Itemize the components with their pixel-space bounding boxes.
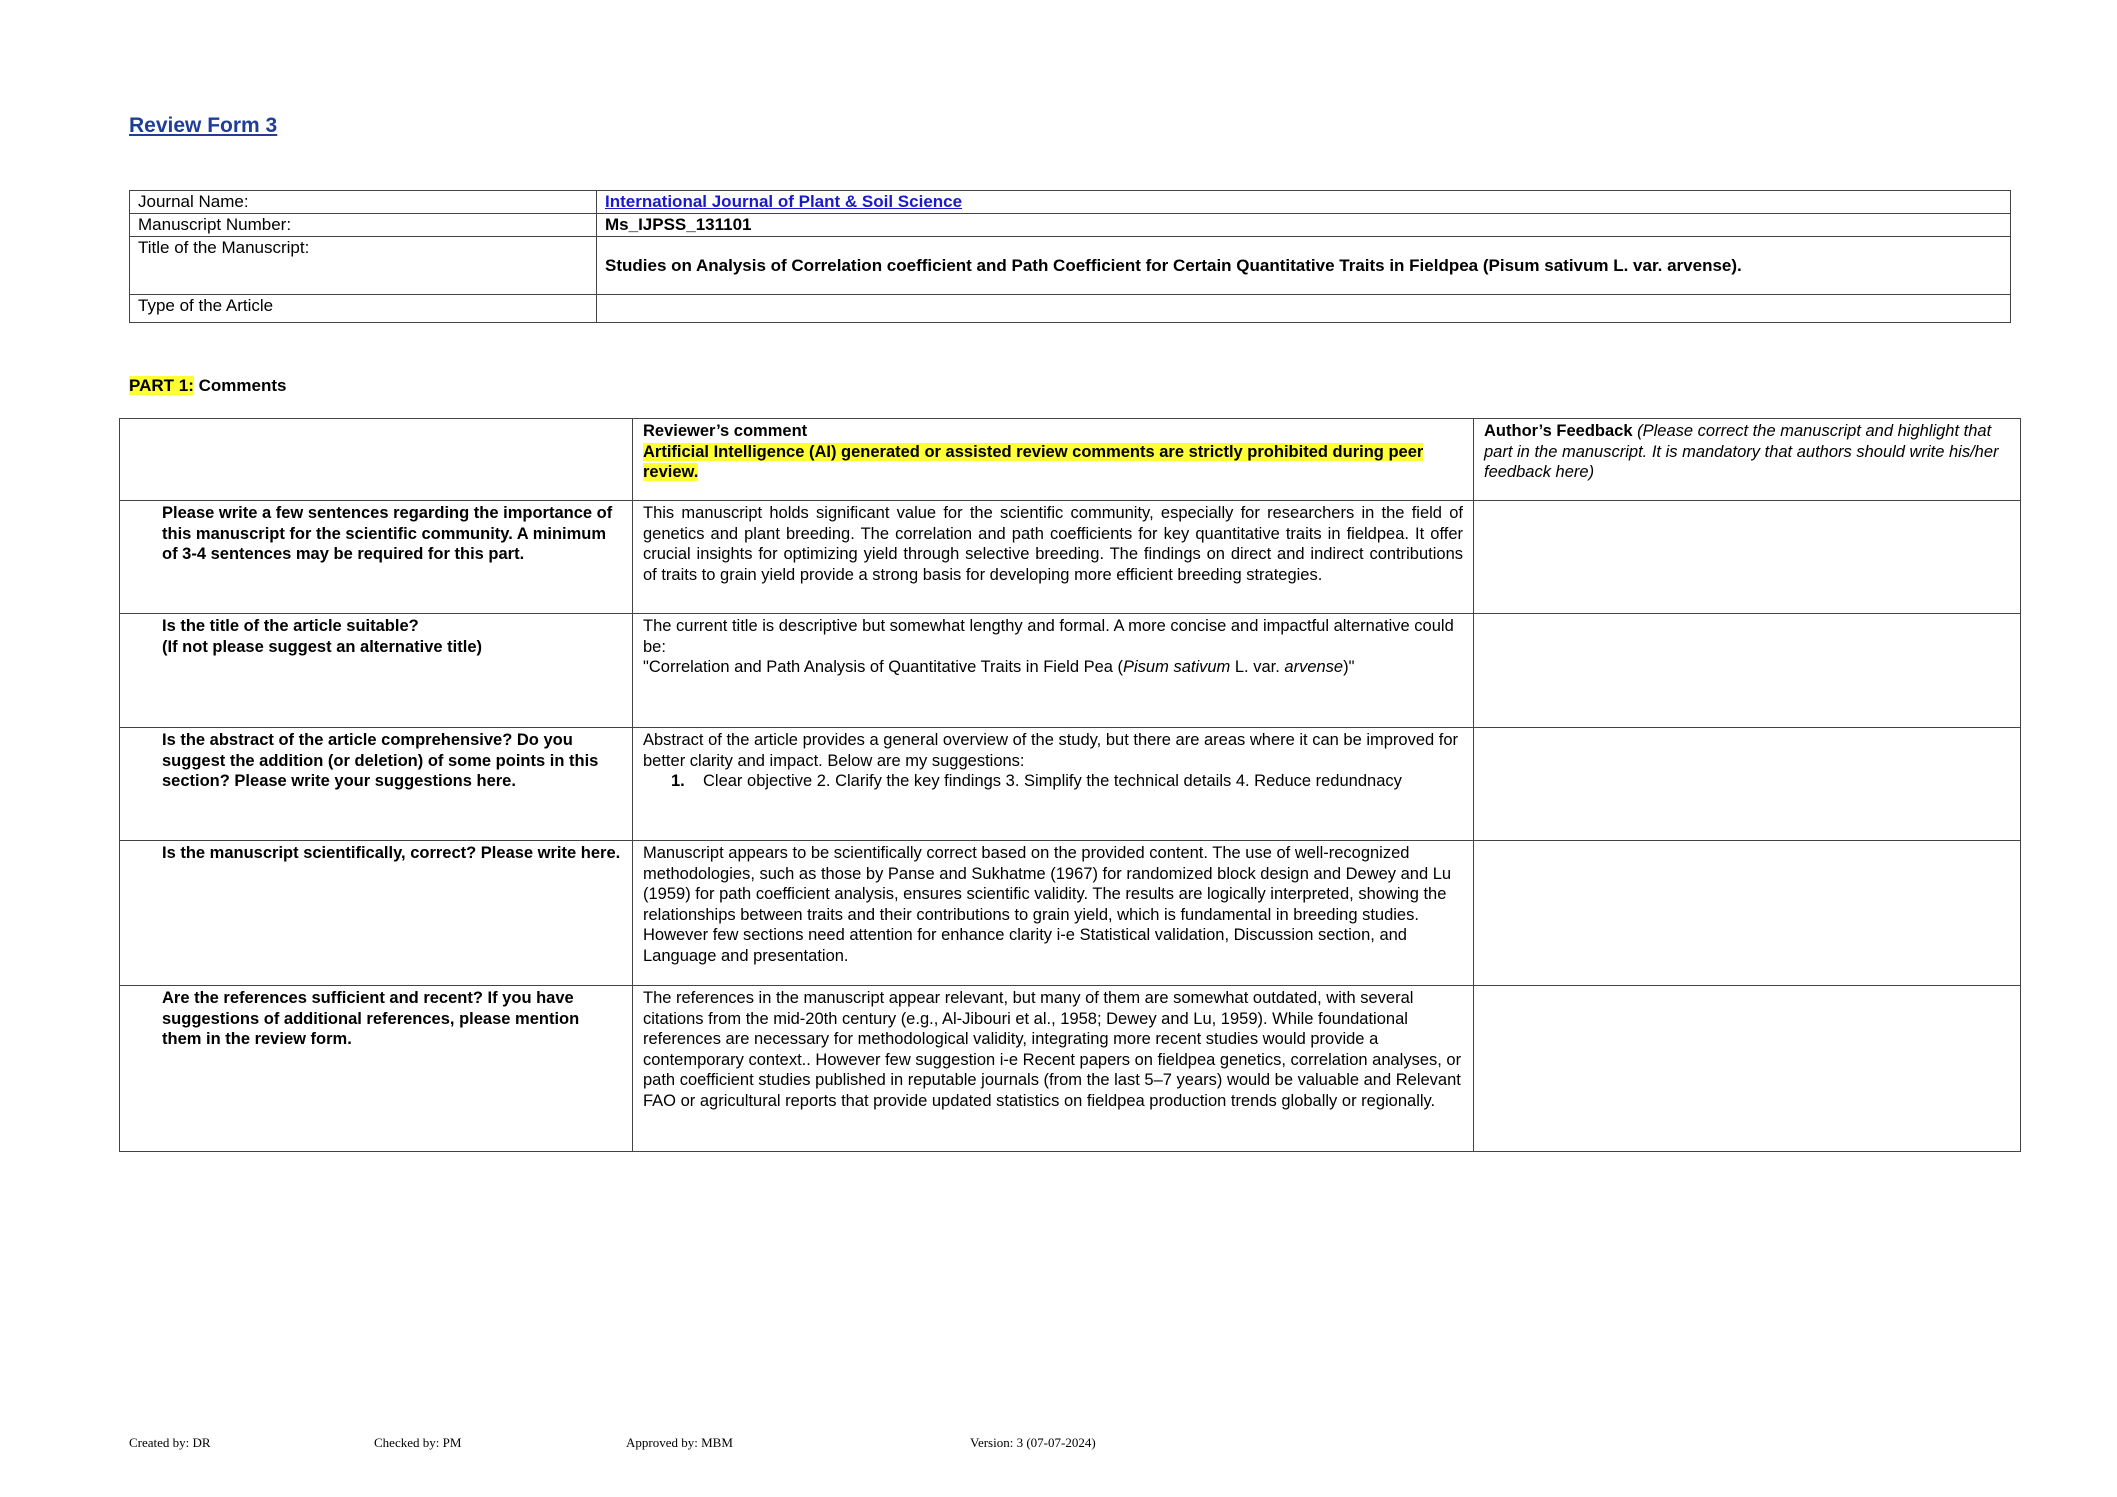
alternative-title: "Correlation and Path Analysis of Quantitative Traits in Field Pea (Pisum sativum L. var. arvense)" — [643, 658, 1355, 676]
feedback-cell[interactable] — [1474, 986, 2021, 1152]
manuscript-number: Ms_IJPSS_131101 — [597, 214, 2011, 237]
ai-warning: Artificial Intelligence (AI) generated or assisted review comments are strictly prohibited during peer review. — [643, 442, 1424, 481]
manuscript-row — [130, 214, 2011, 237]
comment-cell: This manuscript holds significant value for the scientific community, especially for researchers in the field of genetics and plant breeding. The correlation and path coefficients for key quantitative traits in fieldpea. It offer crucial insights for optimizing yield through selective breeding. The findings on direct and indirect contributions of traits to grain yield provide a strong basis for developing more efficient breeding strategies. — [633, 501, 1474, 614]
question-line: Is the title of the article suitable? — [162, 617, 419, 635]
comment-cell: The references in the manuscript appear relevant, but many of them are somewhat outdated, with several citations from the mid-20th century (e.g., Al-Jibouri et al., 1958; Dewey and Lu, 1959). While foundational references are necessary for methodological validity, integrating more recent studies would provide a contemporary context.. However few suggestion i-e Recent papers on fieldpea genetics, correlation analyses, or path coefficient studies published in reputable journals (from the last 5–7 years) would be valuable and Relevant FAO or agricultural reports that provide updated statistics on fieldpea production trends globally or regionally. — [633, 986, 1474, 1152]
list-item — [671, 771, 1463, 792]
journal-row — [130, 191, 2011, 214]
reviewer-header-cell — [633, 419, 1474, 501]
question-cell — [120, 614, 633, 728]
table-row — [120, 986, 2021, 1152]
part1-title: Comments — [198, 376, 287, 395]
type-label: Type of the Article — [130, 295, 597, 323]
type-row — [130, 295, 2011, 323]
footer-created: Created by: DR — [129, 1435, 211, 1450]
list-text: Clear objective 2. Clarify the key findings 3. Simplify the technical details 4. Reduce redundnacy — [703, 772, 1402, 790]
manuscript-title — [597, 237, 2011, 295]
journal-link[interactable]: International Journal of Plant & Soil Science — [605, 192, 963, 211]
footer-approved: Approved by: MBM — [626, 1435, 733, 1450]
feedback-cell[interactable] — [1474, 614, 2021, 728]
feedback-cell[interactable] — [1474, 728, 2021, 841]
comment-cell — [633, 728, 1474, 841]
part1-heading — [129, 376, 286, 396]
question-cell: Are the references sufficient and recent? If you have suggestions of additional references, please mention them in the review form. — [120, 986, 633, 1152]
footer-version: Version: 3 (07-07-2024) — [970, 1435, 1096, 1450]
question-header-cell — [120, 419, 633, 501]
author-header-note: (Please correct the manuscript and highlight that part in the manuscript. It is mandatory that authors should write his/her feedback here) — [1484, 422, 1999, 481]
comment-cell: Manuscript appears to be scientifically correct based on the provided content. The use of well-recognized methodologies, such as those by Panse and Sukhatme (1967) for randomized block design and Dewey and Lu (1959) for path coefficient analysis, ensures scientific validity. The results are logically interpreted, showing the relationships between traits and their contributions to grain yield, which is fundamental in breeding studies. However few sections need attention for enhance clarity i-e Statistical validation, Discussion section, and Language and presentation. — [633, 841, 1474, 986]
feedback-cell[interactable] — [1474, 501, 2021, 614]
question-cell: Please write a few sentences regarding the importance of this manuscript for the scientific community. A minimum of 3-4 sentences may be required for this part. — [120, 501, 633, 614]
manuscript-label: Manuscript Number: — [130, 214, 597, 237]
comment-intro: The current title is descriptive but somewhat lengthy and formal. A more concise and impactful alternative could be: — [643, 617, 1454, 656]
comment-intro: Abstract of the article provides a general overview of the study, but there are areas where it can be improved for better clarity and impact. Below are my suggestions: — [643, 731, 1459, 770]
table-row — [120, 614, 2021, 728]
list-number: 1. — [671, 772, 685, 790]
reviewer-header: Reviewer’s comment — [643, 422, 808, 440]
feedback-cell[interactable] — [1474, 841, 2021, 986]
manuscript-title-text: Studies on Analysis of Correlation coefficient and Path Coefficient for Certain Quantitative Traits in Fieldpea (Pisum sativum L. var. arvense). — [605, 255, 1742, 275]
table-row — [120, 728, 2021, 841]
comment-cell — [633, 614, 1474, 728]
table-row — [120, 501, 2021, 614]
question-line: (If not please suggest an alternative title) — [162, 637, 482, 656]
title-label: Title of the Manuscript: — [130, 237, 597, 295]
question-cell: Is the manuscript scientifically, correct? Please write here. — [120, 841, 633, 986]
title-row — [130, 237, 2011, 295]
question-cell: Is the abstract of the article comprehensive? Do you suggest the addition (or deletion) of some points in this section? Please write your suggestions here. — [120, 728, 633, 841]
author-header-cell — [1474, 419, 2021, 501]
part1-label: PART 1: — [129, 376, 194, 395]
journal-label: Journal Name: — [130, 191, 597, 214]
author-header: Author’s Feedback — [1484, 422, 1633, 440]
manuscript-info-table — [129, 190, 2011, 323]
form-title: Review Form 3 — [129, 114, 278, 137]
table-row — [120, 841, 2021, 986]
journal-cell — [597, 191, 2011, 214]
comments-header-row — [120, 419, 2021, 501]
article-type — [597, 295, 2011, 323]
comments-table — [119, 418, 2021, 1152]
footer-checked: Checked by: PM — [374, 1435, 462, 1450]
